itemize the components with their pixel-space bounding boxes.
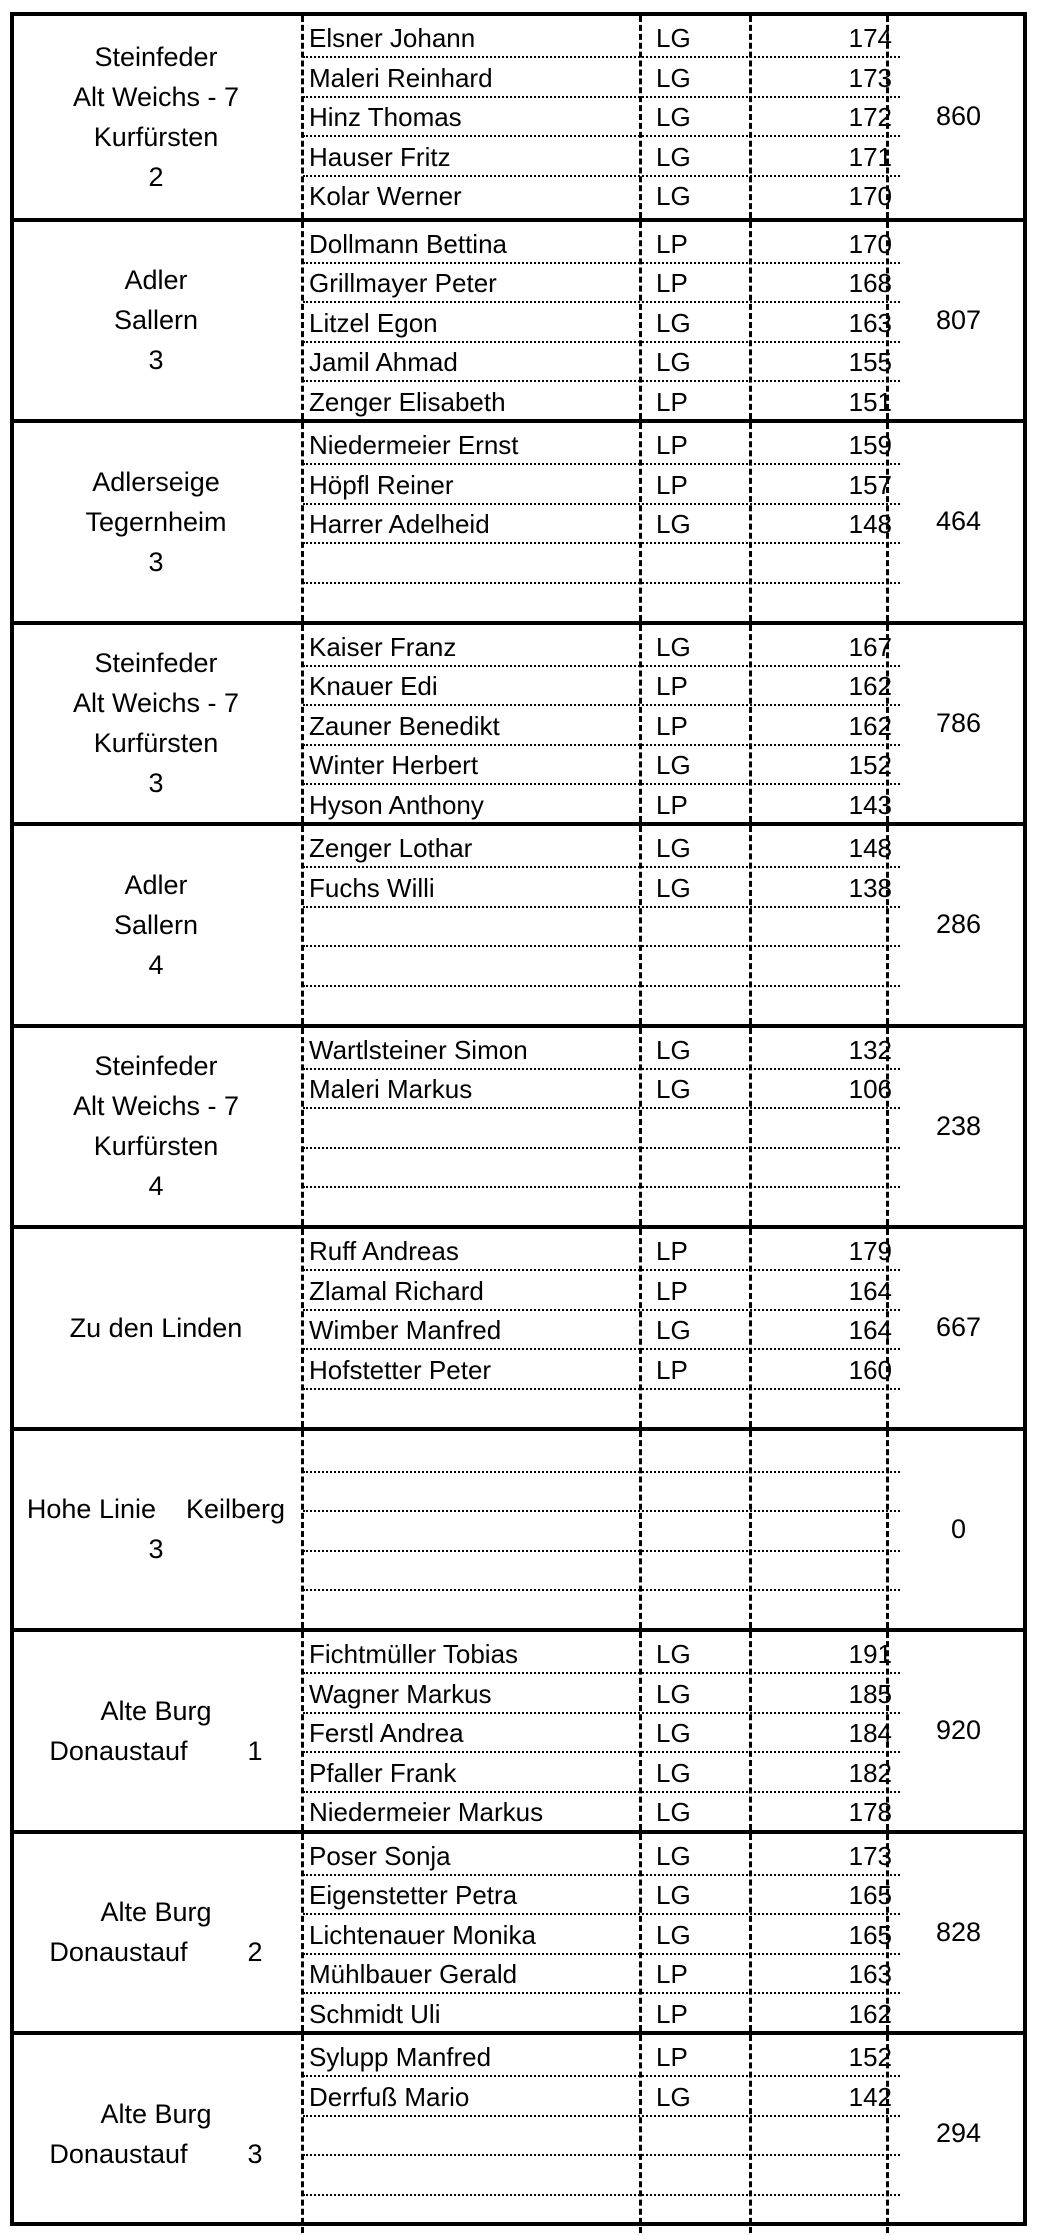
table-row bbox=[303, 1310, 900, 1350]
team-block bbox=[14, 1830, 1023, 2032]
shooter-name: Jamil Ahmad bbox=[309, 347, 458, 377]
team-name-cell bbox=[14, 1632, 298, 1830]
table-row bbox=[303, 425, 900, 465]
shooter-name: Zenger Lothar bbox=[309, 833, 473, 863]
table-row bbox=[303, 382, 900, 422]
team-name: Zu den Linden bbox=[69, 1312, 243, 1343]
shooter-name: Schmidt Uli bbox=[309, 1998, 441, 2029]
team-name: Steinfeder Alt Weichs - 7 Kurfürsten 4 bbox=[72, 1051, 240, 1202]
weapon-class: LG bbox=[656, 62, 691, 93]
table-row bbox=[303, 97, 900, 137]
shooter-score: 168 bbox=[848, 268, 892, 298]
weapon-class: LG bbox=[656, 1718, 691, 1748]
team-block bbox=[14, 1628, 1023, 1830]
weapon-class: LG bbox=[656, 750, 691, 780]
table-row bbox=[303, 224, 900, 264]
team-name-cell bbox=[14, 826, 298, 1024]
team-total: 860 bbox=[935, 101, 982, 132]
table-row bbox=[303, 1069, 900, 1109]
weapon-class: LP bbox=[656, 710, 688, 741]
table-row bbox=[303, 2077, 900, 2117]
shooter-name: Wagner Markus bbox=[309, 1678, 492, 1709]
team-block bbox=[14, 1427, 1023, 1629]
table-row bbox=[303, 1350, 900, 1390]
shooter-name: Mühlbauer Gerald bbox=[309, 1959, 518, 1989]
shooter-name: Eigenstetter Petra bbox=[309, 1880, 518, 1910]
shooter-score: 138 bbox=[848, 872, 892, 903]
team-total: 807 bbox=[935, 304, 982, 335]
table-row bbox=[303, 1271, 900, 1311]
table-row bbox=[303, 1188, 900, 1228]
shooter-name: Fuchs Willi bbox=[309, 872, 435, 903]
shooter-score: 151 bbox=[848, 386, 892, 417]
shooter-name: Maleri Markus bbox=[309, 1074, 473, 1104]
shooter-score: 106 bbox=[848, 1074, 892, 1104]
weapon-class: LG bbox=[656, 509, 691, 539]
shooter-score: 132 bbox=[848, 1034, 892, 1065]
weapon-class: LP bbox=[656, 268, 688, 298]
shooter-score: 162 bbox=[848, 671, 892, 701]
shooter-name: Knauer Edi bbox=[309, 671, 438, 701]
team-name: Alte Burg Donaustauf 3 bbox=[49, 2098, 263, 2169]
shooter-score: 143 bbox=[848, 789, 892, 820]
shooter-score: 155 bbox=[848, 347, 892, 377]
team-name: Steinfeder Alt Weichs - 7 Kurfürsten 2 bbox=[72, 41, 240, 192]
weapon-class: LP bbox=[656, 1959, 688, 1989]
team-name: Alte Burg Donaustauf 2 bbox=[49, 1897, 263, 1968]
team-block bbox=[14, 218, 1023, 420]
shooter-name: Fichtmüller Tobias bbox=[309, 1639, 519, 1669]
shooter-score: 165 bbox=[848, 1919, 892, 1950]
shooter-name: Hofstetter Peter bbox=[309, 1354, 492, 1385]
shooter-name: Harrer Adelheid bbox=[309, 509, 490, 539]
shooter-score: 148 bbox=[848, 509, 892, 539]
shooter-name: Poser Sonja bbox=[309, 1840, 451, 1871]
shooter-name: Zauner Benedikt bbox=[309, 710, 500, 741]
team-name-cell bbox=[14, 1834, 298, 2032]
table-row bbox=[303, 986, 900, 1026]
weapon-class: LP bbox=[656, 2042, 688, 2072]
weapon-class: LP bbox=[656, 228, 688, 259]
team-total: 464 bbox=[935, 506, 982, 537]
table-row bbox=[303, 666, 900, 706]
table-row bbox=[303, 1148, 900, 1188]
shooter-score: 164 bbox=[848, 1275, 892, 1306]
table-row bbox=[303, 504, 900, 544]
table-row bbox=[303, 1875, 900, 1915]
shooter-score: 165 bbox=[848, 1880, 892, 1910]
shooter-name: Kaiser Franz bbox=[309, 631, 457, 662]
table-row bbox=[303, 1512, 900, 1552]
weapon-class: LG bbox=[656, 1678, 691, 1709]
shooter-score: 159 bbox=[848, 430, 892, 460]
weapon-class: LP bbox=[656, 1275, 688, 1306]
weapon-class: LG bbox=[656, 1919, 691, 1950]
weapon-class: LG bbox=[656, 347, 691, 377]
table-row bbox=[303, 465, 900, 505]
shooter-score: 170 bbox=[848, 228, 892, 259]
team-name-cell bbox=[14, 423, 298, 621]
table-row bbox=[303, 1634, 900, 1674]
table-row bbox=[303, 58, 900, 98]
weapon-class: LP bbox=[656, 430, 688, 460]
team-block bbox=[14, 822, 1023, 1024]
table-row bbox=[303, 947, 900, 987]
weapon-class: LP bbox=[656, 386, 688, 417]
team-name: Steinfeder Alt Weichs - 7 Kurfürsten 3 bbox=[72, 648, 240, 799]
team-total: 0 bbox=[950, 1513, 967, 1544]
shooter-name: Niedermeier Ernst bbox=[309, 430, 519, 460]
shooter-name: Dollmann Bettina bbox=[309, 228, 507, 259]
shooter-score: 178 bbox=[848, 1797, 892, 1827]
table-row bbox=[303, 1915, 900, 1955]
table-row bbox=[303, 342, 900, 382]
shooter-score: 163 bbox=[848, 307, 892, 338]
shooter-score: 179 bbox=[848, 1236, 892, 1266]
table-row bbox=[303, 868, 900, 908]
team-total: 920 bbox=[935, 1715, 982, 1746]
weapon-class: LG bbox=[656, 1034, 691, 1065]
shooter-score: 191 bbox=[848, 1639, 892, 1669]
shooter-score: 164 bbox=[848, 1315, 892, 1345]
table-row bbox=[303, 907, 900, 947]
shooter-score: 157 bbox=[848, 469, 892, 500]
team-name-cell bbox=[14, 1229, 298, 1427]
shooter-name: Hinz Thomas bbox=[309, 102, 462, 132]
shooter-score: 163 bbox=[848, 1959, 892, 1989]
weapon-class: LG bbox=[656, 1840, 691, 1871]
table-row bbox=[303, 1231, 900, 1271]
shooter-score: 171 bbox=[848, 141, 892, 172]
table-row bbox=[303, 303, 900, 343]
team-total: 786 bbox=[935, 707, 982, 738]
weapon-class: LG bbox=[656, 307, 691, 338]
team-name: Adlerseige Tegernheim 3 bbox=[85, 466, 227, 577]
weapon-class: LG bbox=[656, 1315, 691, 1345]
team-name-cell bbox=[14, 625, 298, 823]
team-block bbox=[14, 621, 1023, 823]
shooter-name: Hauser Fritz bbox=[309, 141, 451, 172]
team-name: Adler Sallern 3 bbox=[113, 265, 199, 376]
table-row bbox=[303, 1792, 900, 1832]
team-name-cell bbox=[14, 2035, 298, 2233]
team-name-cell bbox=[14, 1431, 298, 1629]
table-row bbox=[303, 1030, 900, 1070]
shooter-name: Ferstl Andrea bbox=[309, 1718, 464, 1748]
table-row bbox=[303, 706, 900, 746]
weapon-class: LG bbox=[656, 2081, 691, 2112]
shooter-name: Wartlsteiner Simon bbox=[309, 1034, 528, 1065]
weapon-class: LG bbox=[656, 1074, 691, 1104]
team-name: Hohe Linie Keilberg 3 bbox=[26, 1494, 286, 1565]
weapon-class: LG bbox=[656, 1639, 691, 1669]
table-row bbox=[303, 1551, 900, 1591]
weapon-class: LP bbox=[656, 1354, 688, 1385]
weapon-class: LG bbox=[656, 141, 691, 172]
table-row bbox=[303, 263, 900, 303]
weapon-class: LG bbox=[656, 1880, 691, 1910]
weapon-class: LP bbox=[656, 1236, 688, 1266]
shooter-score: 182 bbox=[848, 1757, 892, 1788]
shooter-name: Elsner Johann bbox=[309, 23, 476, 53]
team-total: 238 bbox=[935, 1110, 982, 1141]
weapon-class: LG bbox=[656, 631, 691, 662]
team-name-cell bbox=[14, 1028, 298, 1226]
table-row bbox=[303, 1753, 900, 1793]
team-name: Adler Sallern 4 bbox=[113, 869, 199, 980]
weapon-class: LG bbox=[656, 181, 691, 211]
table-row bbox=[303, 2156, 900, 2196]
table-row bbox=[303, 828, 900, 868]
weapon-class: LP bbox=[656, 1998, 688, 2029]
table-row bbox=[303, 1433, 900, 1473]
shooter-name: Maleri Reinhard bbox=[309, 62, 493, 93]
shooter-score: 152 bbox=[848, 750, 892, 780]
shooter-name: Hyson Anthony bbox=[309, 789, 484, 820]
shooter-score: 184 bbox=[848, 1718, 892, 1748]
table-row bbox=[303, 18, 900, 58]
weapon-class: LP bbox=[656, 789, 688, 820]
shooter-score: 172 bbox=[848, 102, 892, 132]
table-row bbox=[303, 1994, 900, 2034]
table-row bbox=[303, 176, 900, 216]
shooter-name: Pfaller Frank bbox=[309, 1757, 457, 1788]
shooter-score: 174 bbox=[848, 23, 892, 53]
shooter-score: 160 bbox=[848, 1354, 892, 1385]
shooter-name: Derrfuß Mario bbox=[309, 2081, 470, 2112]
team-name-cell bbox=[14, 222, 298, 420]
team-block bbox=[14, 1225, 1023, 1427]
weapon-class: LG bbox=[656, 23, 691, 53]
weapon-class: LG bbox=[656, 1757, 691, 1788]
shooter-score: 173 bbox=[848, 1840, 892, 1871]
shooter-score: 162 bbox=[848, 710, 892, 741]
table-row bbox=[303, 785, 900, 825]
shooter-score: 170 bbox=[848, 181, 892, 211]
shooter-score: 162 bbox=[848, 1998, 892, 2029]
team-total: 828 bbox=[935, 1916, 982, 1947]
shooter-name: Zlamal Richard bbox=[309, 1275, 484, 1306]
weapon-class: LP bbox=[656, 469, 688, 500]
shooter-name: Niedermeier Markus bbox=[309, 1797, 544, 1827]
team-block bbox=[14, 16, 1023, 218]
weapon-class: LG bbox=[656, 102, 691, 132]
table-row bbox=[303, 137, 900, 177]
table-row bbox=[303, 1591, 900, 1631]
table-row bbox=[303, 544, 900, 584]
team-name-cell bbox=[14, 16, 298, 218]
shooter-name: Höpfl Reiner bbox=[309, 469, 454, 500]
team-total: 286 bbox=[935, 909, 982, 940]
team-block bbox=[14, 1024, 1023, 1226]
table-row bbox=[303, 1836, 900, 1876]
shooter-score: 167 bbox=[848, 631, 892, 662]
weapon-class: LG bbox=[656, 872, 691, 903]
shooter-score: 148 bbox=[848, 833, 892, 863]
weapon-class: LG bbox=[656, 1797, 691, 1827]
team-block bbox=[14, 419, 1023, 621]
shooter-score: 185 bbox=[848, 1678, 892, 1709]
shooter-name: Grillmayer Peter bbox=[309, 268, 497, 298]
team-name: Alte Burg Donaustauf 1 bbox=[49, 1695, 263, 1766]
team-block bbox=[14, 2031, 1023, 2233]
shooter-name: Ruff Andreas bbox=[309, 1236, 459, 1266]
team-total: 667 bbox=[935, 1312, 982, 1343]
table-row bbox=[303, 2037, 900, 2077]
team-total: 294 bbox=[935, 2118, 982, 2149]
table-row bbox=[303, 2195, 900, 2235]
shooter-name: Sylupp Manfred bbox=[309, 2042, 492, 2072]
table-row bbox=[303, 1389, 900, 1429]
weapon-class: LP bbox=[656, 671, 688, 701]
shooter-score: 142 bbox=[848, 2081, 892, 2112]
table-row bbox=[303, 745, 900, 785]
shooter-name: Wimber Manfred bbox=[309, 1315, 502, 1345]
results-sheet bbox=[10, 12, 1027, 2226]
weapon-class: LG bbox=[656, 833, 691, 863]
table-row bbox=[303, 1713, 900, 1753]
table-row bbox=[303, 1472, 900, 1512]
table-row bbox=[303, 1954, 900, 1994]
shooter-name: Litzel Egon bbox=[309, 307, 438, 338]
table-row bbox=[303, 1674, 900, 1714]
table-row bbox=[303, 1109, 900, 1149]
shooter-name: Kolar Werner bbox=[309, 181, 462, 211]
table-row bbox=[303, 583, 900, 623]
shooter-score: 173 bbox=[848, 62, 892, 93]
shooter-name: Lichtenauer Monika bbox=[309, 1919, 536, 1950]
shooter-score: 152 bbox=[848, 2042, 892, 2072]
shooter-name: Winter Herbert bbox=[309, 750, 479, 780]
table-row bbox=[303, 627, 900, 667]
shooter-name: Zenger Elisabeth bbox=[309, 386, 506, 417]
table-row bbox=[303, 2116, 900, 2156]
